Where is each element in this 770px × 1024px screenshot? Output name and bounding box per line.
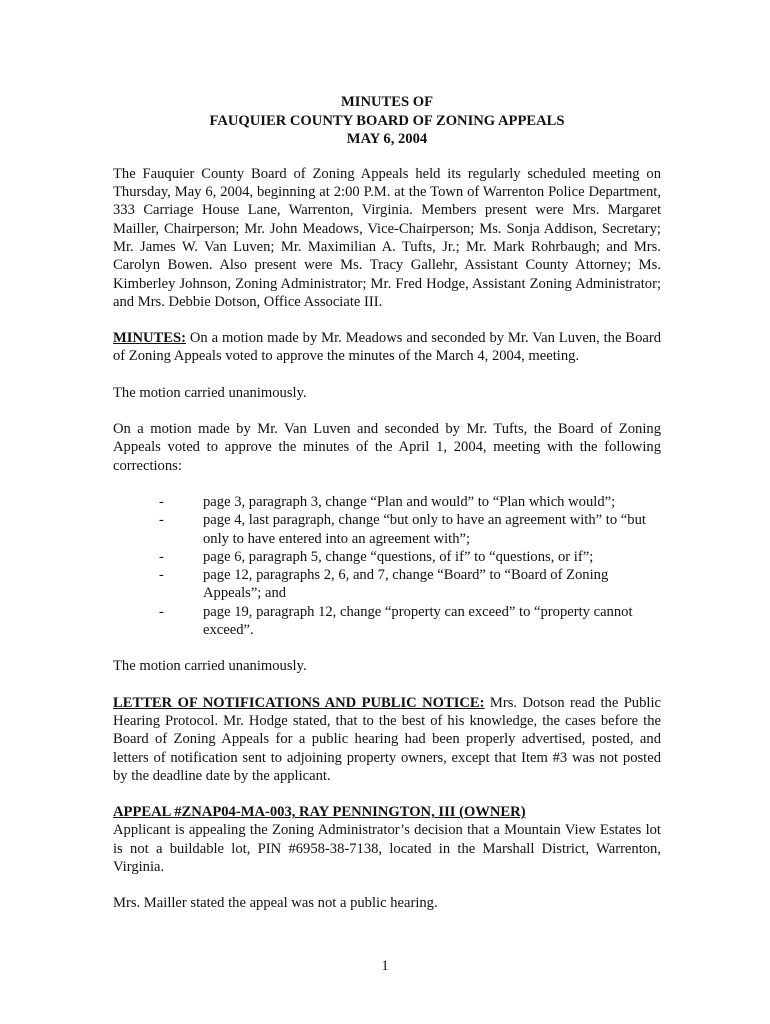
correction-item: [113, 548, 661, 566]
appeal-heading: APPEAL #ZNAP04-MA-003, RAY PENNINGTON, III (OWNER): [113, 804, 526, 821]
correction-item: [113, 511, 661, 548]
bullet-dash: -: [159, 567, 164, 584]
appeal-statement: Mrs. Mailler stated the appeal was not a public hearing.: [113, 895, 438, 912]
minutes-heading: MINUTES:: [113, 330, 186, 347]
motion-2-paragraph: On a motion made by Mr. Van Luven and seconded by Mr. Tufts, the Board of Zoning Appeals voted to approve the minutes of the April 1, 2004, meeting with the following corrections:: [113, 421, 661, 474]
minutes-text: On a motion made by Mr. Meadows and seconded by Mr. Van Luven, the Board of Zoning Appeals voted to approve the minutes of the March 4, 2004, meeting.: [113, 330, 661, 365]
correction-item: [113, 603, 661, 640]
correction-text: page 12, paragraphs 2, 6, and 7, change “Board” to “Board of Zoning Appeals”; and: [203, 567, 609, 602]
notifications-paragraph: [113, 694, 661, 785]
document-title: [113, 93, 661, 149]
correction-text: page 19, paragraph 12, change “property can exceed” to “property cannot exceed”.: [203, 603, 633, 639]
corrections-list: [113, 493, 661, 639]
intro-paragraph: The Fauquier County Board of Zoning Appeals held its regularly scheduled meeting on Thursday, May 6, 2004, beginning at 2:00 P.M. at the Town of Warrenton Police Department, 333 Carriage House Lane, Warrenton, Virginia. Members present were Mrs. Margaret Mailler, Chairperson; Mr. John Meadows, Vice-Chairperson; Ms. Sonja Addison, Secretary; Mr. James W. Van Luven; Mr. Maximilian A. Tufts, Jr.; Mr. Mark Rohrbaugh; and Mrs. Carolyn Bowen. Also present were Ms. Tracy Gallehr, Assistant County Attorney; Ms. Kimberley Johnson, Zoning Administrator; Mr. Fred Hodge, Assistant Zoning Administrator; and Mrs. Debbie Dotson, Office Associate III.: [113, 165, 661, 310]
correction-text: page 6, paragraph 5, change “questions, of if” to “questions, or if”;: [203, 548, 594, 565]
bullet-dash: -: [159, 512, 164, 529]
title-line-3: MAY 6, 2004: [346, 131, 428, 148]
document-body: [113, 93, 661, 913]
correction-item: [113, 566, 661, 603]
minutes-paragraph: [113, 329, 661, 366]
correction-text: page 4, last paragraph, change “but only to have an agreement with” to “but only to have entered into an agreement with”;: [203, 512, 646, 547]
page-number: 1: [381, 958, 389, 974]
motion-carried-2: The motion carried unanimously.: [113, 658, 307, 675]
correction-item: [113, 493, 661, 511]
bullet-dash: -: [159, 548, 164, 565]
appeal-heading-line: [113, 803, 661, 821]
appeal-paragraph: Applicant is appealing the Zoning Administrator’s decision that a Mountain View Estates lot is not a buildable lot, PIN #6958-38-7138, located in the Marshall District, Warrenton, Virginia.: [113, 822, 661, 875]
motion-carried-1: The motion carried unanimously.: [113, 384, 307, 401]
title-line-2: FAUQUIER COUNTY BOARD OF ZONING APPEALS: [209, 112, 565, 129]
notifications-heading: LETTER OF NOTIFICATIONS AND PUBLIC NOTICE:: [113, 694, 485, 711]
title-line-1: MINUTES OF: [340, 94, 434, 110]
correction-text: page 3, paragraph 3, change “Plan and would” to “Plan which would”;: [203, 493, 616, 510]
notifications-text: Mrs. Dotson read the Public Hearing Protocol. Mr. Hodge stated, that to the best of his knowledge, the cases before the Board of Zoning Appeals for a public hearing had been properly advertised, posted, and letters of notification sent to adjoining property owners, except that Item #3 was not posted by the deadline date by the applicant.: [113, 694, 661, 784]
bullet-dash: -: [159, 493, 164, 510]
bullet-dash: -: [159, 603, 164, 620]
